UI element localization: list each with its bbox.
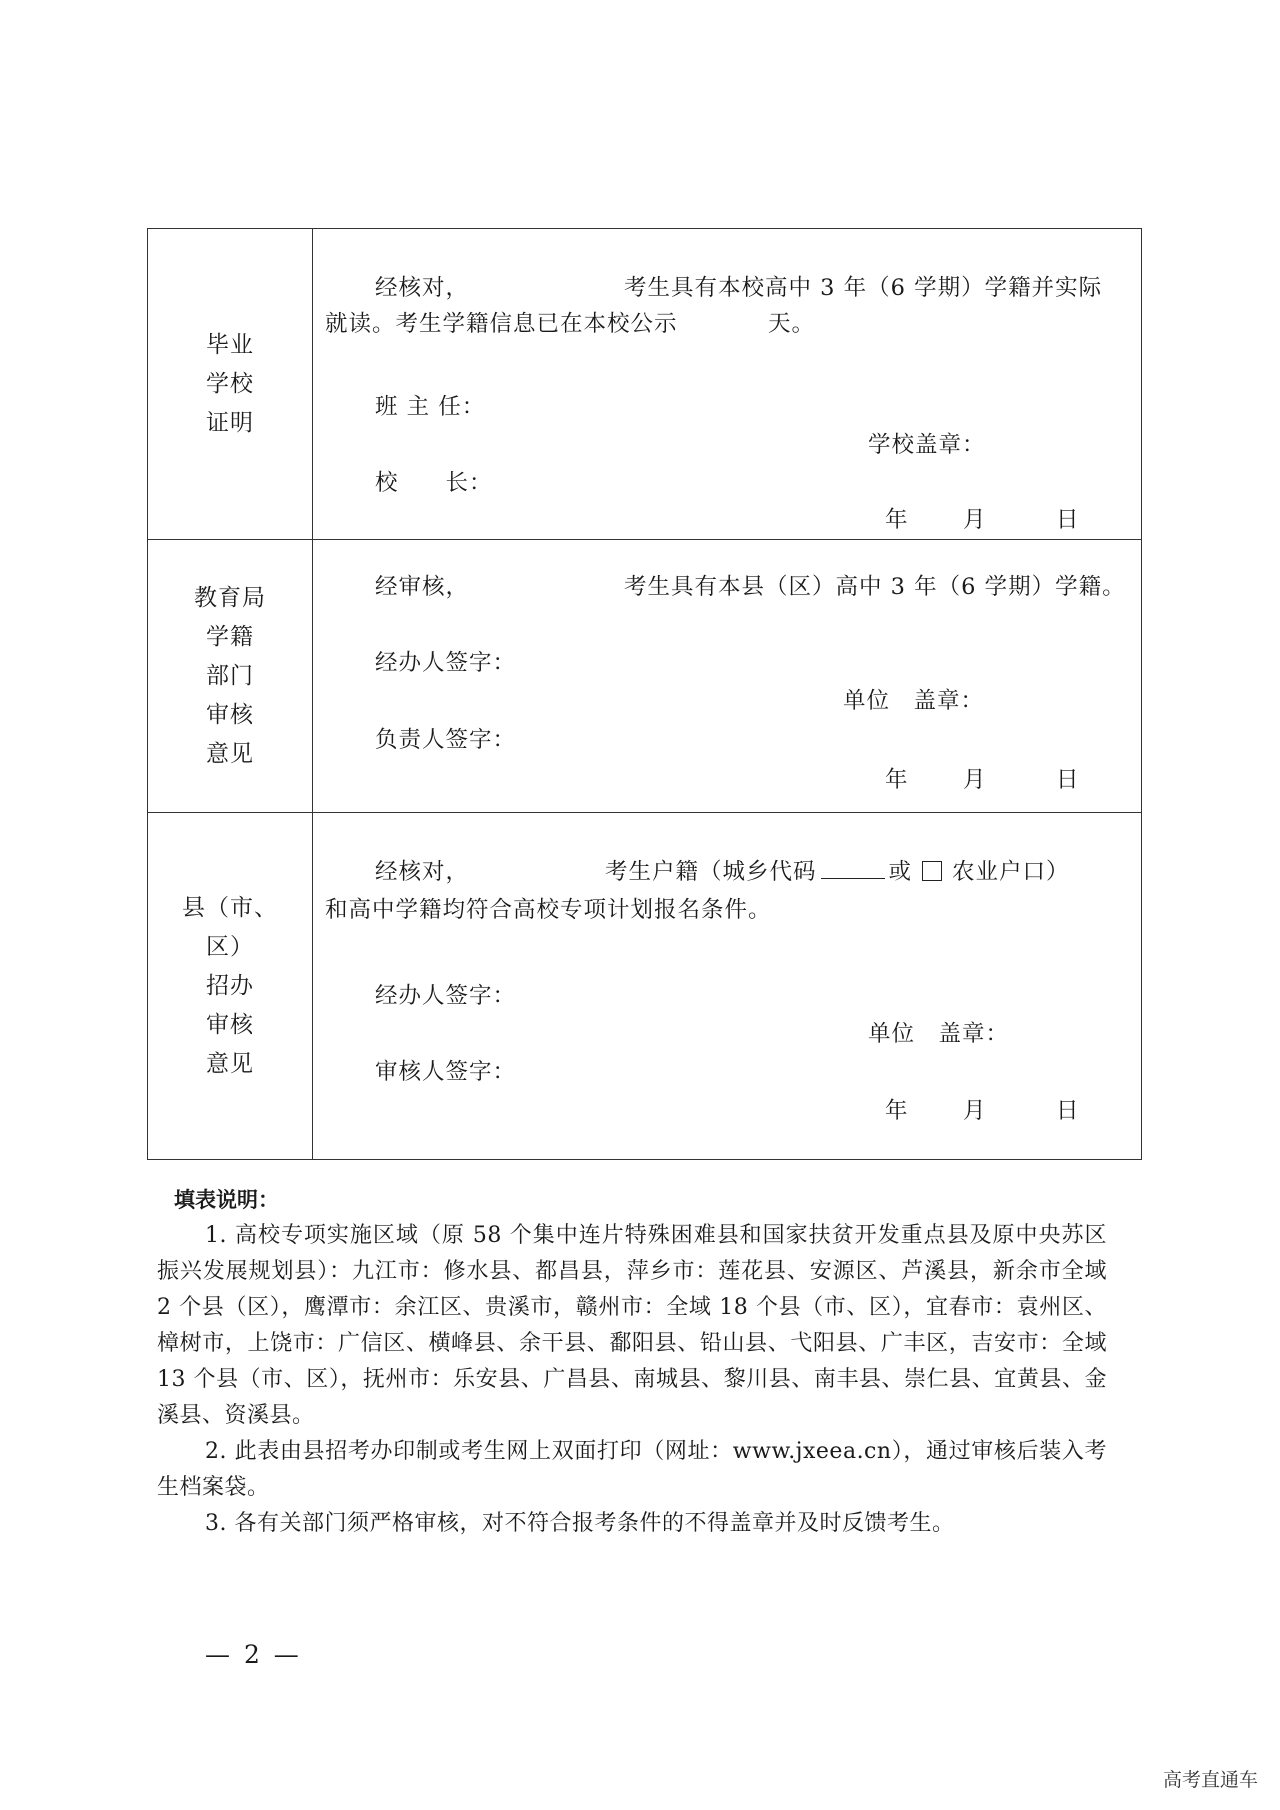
education-bureau-label (148, 540, 313, 813)
instructions-title: 填表说明： (174, 1188, 279, 1212)
county-office-content (313, 813, 1142, 1160)
verify-text: 经核对， (375, 275, 470, 301)
label-line: 证明 (206, 409, 254, 436)
eligibility-text: 和高中学籍均符合高校专项计划报名条件。 (325, 897, 772, 923)
label-line: 审核 (206, 1011, 254, 1038)
agricultural-household-label: 农业户口） (952, 859, 1070, 885)
county-office-row (148, 813, 1142, 1160)
instruction-item: 2. 此表由县招考办印制或考生网上双面打印（网址：www.jxeea.cn），通过审核后装入考生档案袋。 (157, 1439, 1107, 1500)
agricultural-household-checkbox (922, 861, 942, 881)
education-bureau-content (313, 540, 1142, 813)
days-text: 天。 (768, 311, 816, 337)
county-status-text: 考生具有本县（区）高中 3 年（6 学期）学籍。 (624, 574, 1126, 600)
unit-seal-label: 单位 盖章： (868, 1021, 1010, 1047)
household-label: 考生户籍（城乡代码 (605, 859, 817, 885)
urban-rural-code-blank (821, 858, 885, 879)
watermark: 高考直通车 (1162, 1769, 1258, 1791)
date-month: 月 (963, 1098, 987, 1124)
label-line: 审核 (206, 701, 254, 728)
school-certification-content (313, 229, 1142, 540)
date-year: 年 (885, 507, 909, 533)
date-month: 月 (963, 767, 987, 793)
date-year: 年 (885, 1098, 909, 1124)
handler-sign-label: 经办人签字： (375, 983, 517, 1009)
or-text: 或 (888, 859, 913, 885)
school-seal-label: 学校盖章： (868, 432, 986, 458)
household-text (605, 857, 1070, 887)
review-text: 经审核， (375, 574, 470, 600)
page-number: — 2 — (205, 1640, 302, 1669)
label-line: 意见 (206, 740, 254, 767)
filling-instructions (157, 1182, 1107, 1542)
school-certification-row (148, 229, 1142, 540)
label-line: 毕业 (206, 331, 254, 358)
form-table (147, 228, 1142, 1160)
date-year: 年 (885, 767, 909, 793)
student-status-text: 考生具有本校高中 3 年（6 学期）学籍并实际 (624, 275, 1103, 301)
county-office-label (148, 813, 313, 1160)
verify-text: 经核对， (375, 859, 470, 885)
date-day: 日 (1056, 507, 1080, 533)
label-line: 学校 (206, 370, 254, 397)
publicity-text: 就读。考生学籍信息已在本校公示 (325, 311, 678, 337)
school-certification-label (148, 229, 313, 540)
label-line: 招办 (206, 972, 254, 999)
unit-seal-label: 单位 盖章： (843, 688, 985, 714)
instruction-item: 3. 各有关部门须严格审核，对不符合报考条件的不得盖章并及时反馈考生。 (205, 1511, 955, 1536)
date-day: 日 (1056, 767, 1080, 793)
label-line: 学籍 (206, 623, 254, 650)
date-month: 月 (963, 507, 987, 533)
date-day: 日 (1056, 1098, 1080, 1124)
head-sign-label: 负责人签字： (375, 727, 517, 753)
label-line: 教育局 (194, 584, 266, 611)
education-bureau-row (148, 540, 1142, 813)
label-line: 县（市、 (182, 894, 278, 921)
reviewer-sign-label: 审核人签字： (375, 1059, 517, 1085)
head-teacher-label: 班 主 任： (375, 394, 486, 420)
label-line: 意见 (206, 1050, 254, 1077)
label-line: 部门 (206, 662, 254, 689)
instruction-item: 1. 高校专项实施区域（原 58 个集中连片特殊困难县和国家扶贫开发重点县及原中央苏区振兴发展规划县）：九江市：修水县、都昌县，萍乡市：莲花县、安源区、芦溪县，新余市全域 2 个县（区），鹰潭市：余江区、贵溪市，赣州市：全域 18 个县（市、区），宜春市：袁州区、樟树市，上饶市：广信区、横峰县、余干县、鄱阳县、铅山县、弋阳县、广丰区，吉安市：全域 13 个县（市、区），抚州市：乐安县、广昌县、南城县、黎川县、南丰县、崇仁县、宜黄县、金溪县、资溪县。 (157, 1223, 1107, 1428)
principal-label: 校 长： (375, 470, 493, 496)
label-line: 区） (206, 933, 254, 960)
handler-sign-label: 经办人签字： (375, 650, 517, 676)
